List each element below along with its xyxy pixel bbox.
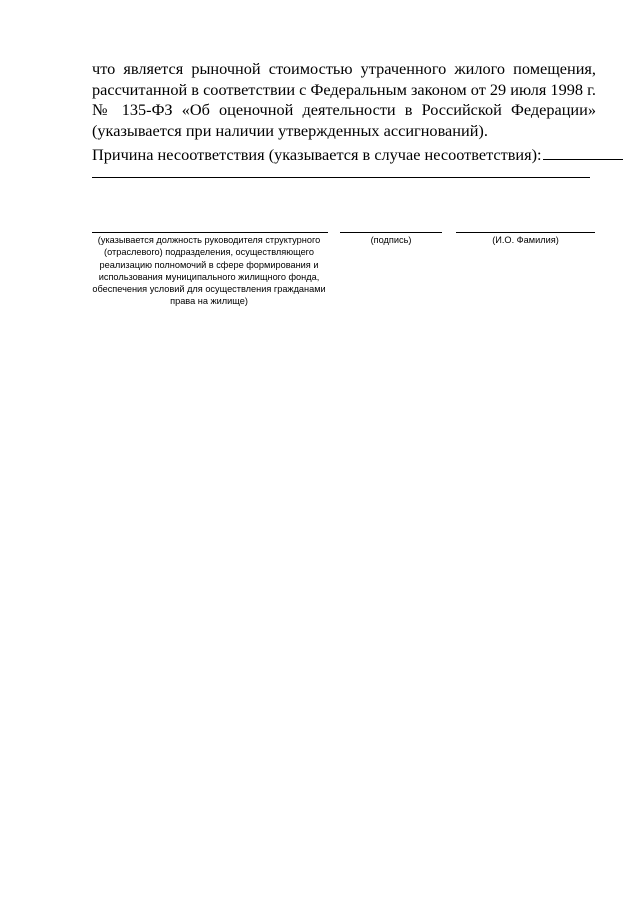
paragraph-line-1: что является рыночной стоимостью утраченного жилого помещения,: [92, 59, 596, 78]
signature-line: [340, 232, 442, 233]
mismatch-reason-line: [92, 177, 590, 178]
mismatch-reason-label: Причина несоответствия (указывается в случае несоответствия):: [92, 145, 542, 164]
valuation-paragraph: [92, 59, 596, 141]
paragraph-line-4: (указывается при наличии утвержденных ассигнований).: [92, 120, 488, 140]
paragraph-line-2: рассчитанной в соответствии с Федеральным законом от 29 июля 1998 г.: [92, 79, 596, 99]
mismatch-reason-blank: [543, 145, 623, 160]
full-name-line: [456, 232, 595, 233]
full-name-caption: (И.О. Фамилия): [492, 235, 559, 245]
position-signature-line: [92, 232, 328, 233]
paragraph-line-3: № 135-ФЗ «Об оценочной деятельности в Российской Федерации»: [92, 100, 596, 119]
mismatch-reason: [92, 145, 596, 165]
signature-caption: (подпись): [370, 235, 412, 245]
position-caption: (указывается должность руководителя структурного (отраслевого) подразделения, осуществляющего реализацию полномочий в сфере формирования и использования муниципального жилищного фонда, обеспечения условий для осуществления гражданами права на жилище): [92, 235, 326, 307]
